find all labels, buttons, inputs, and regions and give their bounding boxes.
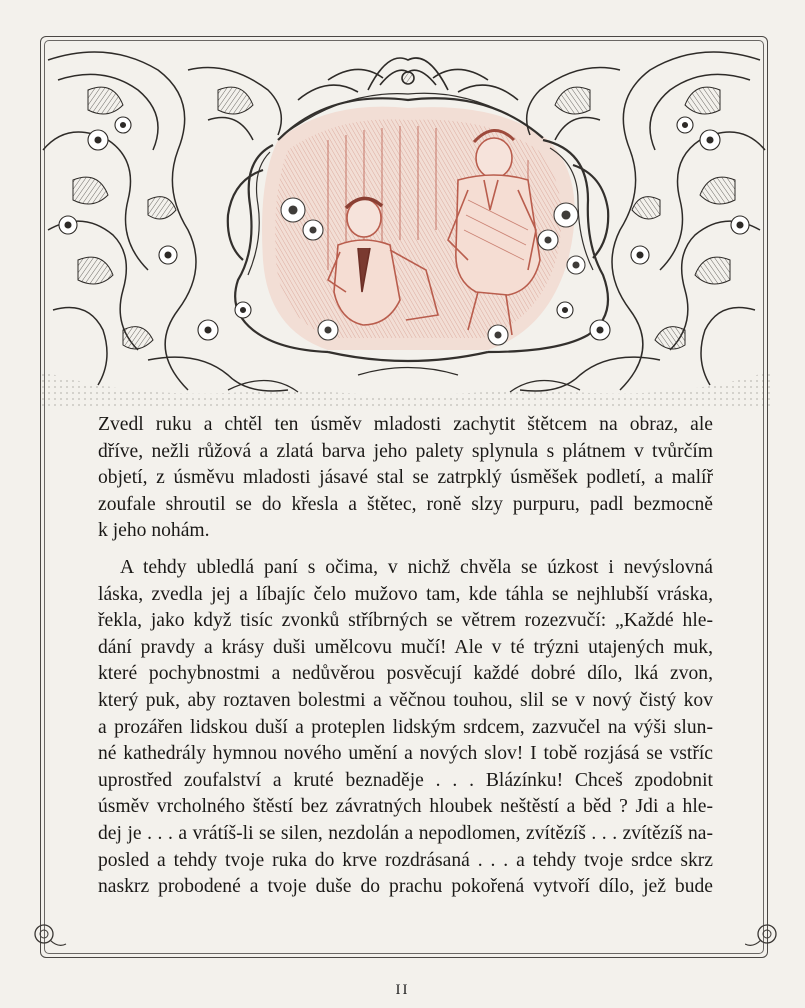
text-line: dříve, nežli růžová a zlatá barva jeho palety splynula s plátnem v tvůrčím xyxy=(98,440,713,462)
text-line: a prozářen lidskou duší a proteplen lidským srdcem, zazvučel na výši slun- xyxy=(98,716,713,738)
text-line: dej je . . . a vrátíš-li se silen, nezdolán a nepodlomen, zvítězíš . . . zvítězíš na- xyxy=(98,822,713,844)
text-line: A tehdy ubledlá paní s očima, v nichž chvěla se úzkost i nevýslovná xyxy=(120,556,713,578)
text-line: posled a tehdy tvoje ruka do krve rozdrásaná . . . a tehdy tvoje srdce skrz xyxy=(98,849,713,871)
text-line: objetí, z úsměvu mladosti jásavé stal se zatrpklý úsměšek podletí, a malíř xyxy=(98,467,713,489)
text-line: řekla, jako když tisíc zvonků stříbrných se větrem rozezvučí: „Každé hle- xyxy=(98,610,713,632)
text-line: které pochybnostmi a nedůvěrou posvěcují každé dobré dílo, lká zvon, xyxy=(98,663,713,685)
corner-ornament-right-icon xyxy=(745,918,785,958)
text-line: zoufale shroutil se do křesla a štětec, roně slzy purpuru, padl bezmocně xyxy=(98,493,713,515)
text-line: uprostřed zoufalství a kruté beznaděje . . . Blázínku! Chceš zpodobnit xyxy=(98,769,713,791)
text-line: láska, zvedla jej a líbajíc čelo mužovo tam, kde táhla se nejhlubší vráska, xyxy=(98,583,713,605)
corner-ornament-left-icon xyxy=(28,918,68,958)
text-line: Zvedl ruku a chtěl ten úsměv mladosti zachytit štětcem na obraz, ale xyxy=(98,414,713,435)
text-line: dání pravdy a krásy duši umělcovu mučí! Ale v té trýzni utajených muk, xyxy=(98,636,713,658)
text-line: který puk, aby roztaven bolestmi a věčnou touhou, slil se v nový čistý kov xyxy=(98,689,713,711)
rococo-ornament-with-two-men-illustration-icon xyxy=(28,30,780,410)
paragraph-1 xyxy=(98,412,713,545)
text-line: úsměv vrcholného štěstí bez závratných hloubek neštěstí a běd ? Jdi a hle- xyxy=(98,796,713,818)
page-number: II xyxy=(395,982,410,998)
text-line: né kathedrály hymnou nového umění a nových slov! I tobě rozjásá se vstříc xyxy=(98,743,713,765)
body-text xyxy=(98,412,713,911)
paragraph-2 xyxy=(98,555,713,901)
text-line: naskrz probodené a tvoje duše do prachu pokořená vytvoří dílo, jež bude xyxy=(98,876,713,898)
text-line: k jeho nohám. xyxy=(98,520,210,542)
